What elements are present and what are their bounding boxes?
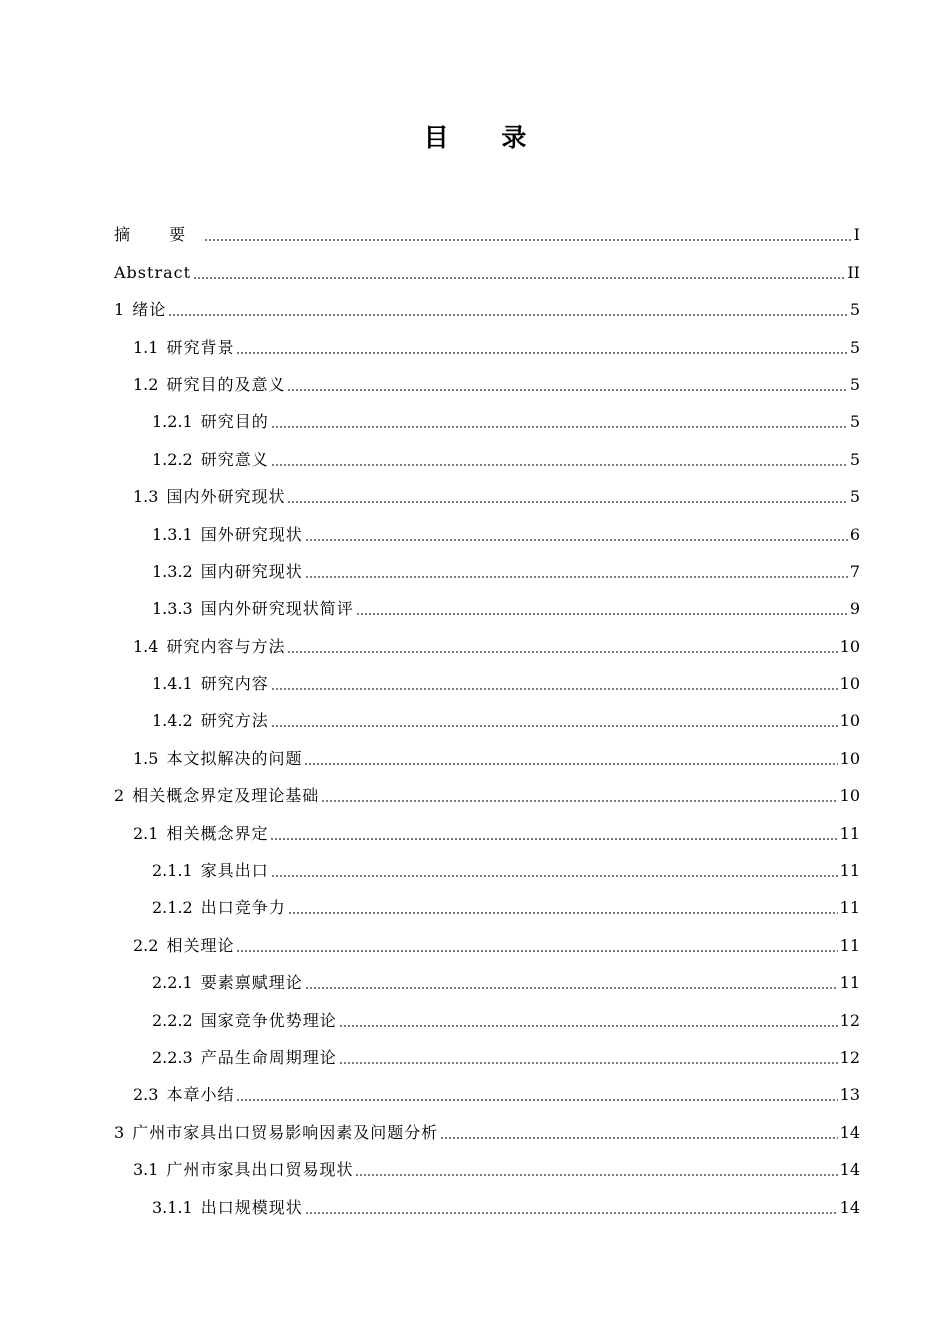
toc-entry-number: 1.3.2 <box>152 561 193 581</box>
toc-entry-row <box>114 300 950 320</box>
toc-entry[interactable] <box>0 550 950 587</box>
dot-leader <box>236 1099 837 1101</box>
toc-entry[interactable] <box>0 213 950 250</box>
toc-entry-label: 国内研究现状 <box>200 561 303 581</box>
toc-entry-row <box>152 861 950 881</box>
toc-entry-page-number: 12 <box>839 1047 860 1067</box>
toc-entry-number: 1.2 <box>133 374 159 394</box>
toc-entry[interactable] <box>0 250 950 287</box>
toc-entry-row <box>152 525 950 545</box>
toc-entry-label: 研究目的及意义 <box>166 374 286 394</box>
toc-entry-number: 1.3.1 <box>152 524 193 544</box>
toc-entry-number: 1 <box>114 300 125 320</box>
toc-entry-row <box>152 898 950 918</box>
toc-entry-page-number: 9 <box>849 599 860 619</box>
toc-entry-label: 相关概念界定及理论基础 <box>132 786 320 806</box>
toc-entry-label: 研究意义 <box>200 449 269 469</box>
toc-entry[interactable] <box>0 1148 950 1185</box>
toc-entry-page-number: 11 <box>839 823 860 843</box>
dot-leader <box>305 987 838 989</box>
toc-entry-row <box>114 1123 950 1143</box>
toc-entry-row <box>152 1048 950 1068</box>
toc-entry-label: 要素禀赋理论 <box>200 973 303 993</box>
toc-entry-number: 2.1.1 <box>152 861 193 881</box>
dot-leader <box>271 875 838 877</box>
toc-entry-label: 广州市家具出口贸易现状 <box>166 1160 354 1180</box>
toc-entry-page-number: 10 <box>839 636 860 656</box>
toc-entry-page-number: 10 <box>839 786 860 806</box>
toc-entry-label: 出口规模现状 <box>200 1197 303 1217</box>
toc-entry-page-number: 14 <box>839 1122 860 1142</box>
toc-entry-row <box>152 562 950 582</box>
toc-entry-row <box>133 749 950 769</box>
toc-entry-number: 2.2.1 <box>152 973 193 993</box>
dot-leader <box>271 464 848 466</box>
toc-entry-row <box>133 375 950 395</box>
toc-entry-number: 2 <box>114 786 125 806</box>
toc-entry-row <box>152 599 950 619</box>
toc-entry-page-number: 5 <box>849 337 860 357</box>
toc-entry-page-number: 5 <box>849 374 860 394</box>
toc-entry-number: 3.1 <box>133 1160 159 1180</box>
toc-entry-row <box>133 487 950 507</box>
toc-entry-label: 出口竞争力 <box>200 898 286 918</box>
toc-entry-number: 2.2.3 <box>152 1047 193 1067</box>
toc-entry-page-number: 11 <box>839 861 860 881</box>
toc-entry-number: 2.1.2 <box>152 898 193 918</box>
toc-entry-label: 本文拟解决的问题 <box>166 748 303 768</box>
dot-leader <box>355 1174 837 1176</box>
toc-entry-label: 国家竞争优势理论 <box>200 1010 337 1030</box>
dot-leader <box>305 539 848 541</box>
toc-entry-label: 本章小结 <box>166 1085 235 1105</box>
toc-entry-page-number: 14 <box>839 1197 860 1217</box>
toc-entry-row <box>133 824 950 844</box>
toc-entry-row <box>133 1160 950 1180</box>
toc-entry-page-number: 11 <box>839 898 860 918</box>
dot-leader <box>288 912 838 914</box>
toc-entry-number: 1.4.1 <box>152 674 193 694</box>
dot-leader <box>305 1212 838 1214</box>
toc-entry[interactable] <box>0 1185 950 1222</box>
dot-leader <box>236 352 847 354</box>
toc-entry-label: 研究背景 <box>166 337 235 357</box>
toc-entry-row <box>133 936 950 956</box>
toc-entry-label: 绪论 <box>132 300 167 320</box>
toc-entry-row <box>152 674 950 694</box>
toc-entry-row <box>114 263 950 283</box>
toc-entry-row <box>152 711 950 731</box>
toc-entry-page-number: 5 <box>849 487 860 507</box>
toc-entry[interactable] <box>0 512 950 549</box>
toc-entry-page-number: 6 <box>849 524 860 544</box>
toc-entry[interactable] <box>0 961 950 998</box>
toc-entry-label: 国外研究现状 <box>200 524 303 544</box>
toc-entry-number: 1.3.3 <box>152 599 193 619</box>
toc-entry-row <box>133 338 950 358</box>
toc-entry-number: 1.4.2 <box>152 711 193 731</box>
dot-leader <box>271 688 838 690</box>
dot-leader <box>339 1025 838 1027</box>
toc-entry-page-number: 14 <box>839 1160 860 1180</box>
toc-entry[interactable] <box>0 736 950 773</box>
toc-entry-page-number: 10 <box>839 674 860 694</box>
toc-entry-page-number: 10 <box>839 748 860 768</box>
toc-entry-number: 1.5 <box>133 748 159 768</box>
toc-entry-page-number: 5 <box>849 412 860 432</box>
toc-entry[interactable] <box>0 699 950 736</box>
toc-entry-row <box>133 1085 950 1105</box>
dot-leader <box>356 613 848 615</box>
dot-leader <box>304 763 837 765</box>
toc-entry-number: 1.2.1 <box>152 412 193 432</box>
toc-entry-row <box>152 412 950 432</box>
toc-entry[interactable] <box>0 886 950 923</box>
toc-entry[interactable] <box>0 624 950 661</box>
toc-entry-label: Abstract <box>114 262 192 282</box>
toc-entry[interactable] <box>0 923 950 960</box>
toc-entry-label: 广州市家具出口贸易影响因素及问题分析 <box>132 1122 439 1142</box>
dot-leader <box>287 651 837 653</box>
toc-entry-page-number: 12 <box>839 1010 860 1030</box>
toc-entry-page-number: 5 <box>849 300 860 320</box>
toc-entry-row <box>114 225 950 245</box>
dot-leader <box>287 501 847 503</box>
toc-entry-number: 2.1 <box>133 823 159 843</box>
toc-entry-label: 国内外研究现状简评 <box>200 599 354 619</box>
toc-entry-label: 家具出口 <box>200 861 269 881</box>
toc-entry-number: 2.2.2 <box>152 1010 193 1030</box>
toc-entry-page-number: II <box>847 262 860 282</box>
toc-entry-row <box>152 973 950 993</box>
toc-entry-page-number: I <box>853 225 860 245</box>
toc-entry-label: 产品生命周期理论 <box>200 1047 337 1067</box>
dot-leader <box>236 950 837 952</box>
dot-leader <box>321 800 837 802</box>
toc-entry-page-number: 11 <box>839 973 860 993</box>
toc-entry-number: 2.2 <box>133 935 159 955</box>
toc-entry-number: 1.3 <box>133 487 159 507</box>
page-title: 目 录 <box>423 123 549 152</box>
toc-entry[interactable] <box>0 998 950 1035</box>
toc-entry[interactable] <box>0 475 950 512</box>
toc-entry[interactable] <box>0 437 950 474</box>
toc-entry-page-number: 10 <box>839 711 860 731</box>
toc-entry[interactable] <box>0 400 950 437</box>
toc-entry-label: 研究方法 <box>200 711 269 731</box>
toc-entry-row <box>114 786 950 806</box>
toc-entry-page-number: 7 <box>849 561 860 581</box>
toc-entry-label: 国内外研究现状 <box>166 487 286 507</box>
dot-leader <box>287 389 847 391</box>
toc-entry[interactable] <box>0 325 950 362</box>
toc-entry-label: 相关理论 <box>166 935 235 955</box>
toc-entry-label: 摘 要 <box>114 225 203 245</box>
dot-leader <box>204 239 852 241</box>
toc-entry-row <box>152 1198 950 1218</box>
dot-leader <box>168 314 848 316</box>
toc-entry-number: 3.1.1 <box>152 1197 193 1217</box>
toc-entry[interactable] <box>0 587 950 624</box>
toc-entry-page-number: 5 <box>849 449 860 469</box>
toc-entry-row <box>133 637 950 657</box>
dot-leader <box>440 1137 837 1139</box>
toc-entry-number: 1.4 <box>133 636 159 656</box>
toc-entry-label: 研究内容 <box>200 674 269 694</box>
toc-entry-number: 1.1 <box>133 337 159 357</box>
dot-leader <box>271 725 838 727</box>
dot-leader <box>193 277 845 279</box>
dot-leader <box>271 426 848 428</box>
dot-leader <box>339 1062 838 1064</box>
toc-entry[interactable] <box>0 1073 950 1110</box>
toc-entry[interactable] <box>0 811 950 848</box>
toc-entry-label: 研究内容与方法 <box>166 636 286 656</box>
toc-entry-page-number: 11 <box>839 935 860 955</box>
dot-leader <box>305 576 848 578</box>
toc-entry[interactable] <box>0 1110 950 1147</box>
toc-entry[interactable] <box>0 849 950 886</box>
toc-entry[interactable] <box>0 774 950 811</box>
toc-entry[interactable] <box>0 662 950 699</box>
toc-entry-page-number: 13 <box>839 1085 860 1105</box>
toc-entry-number: 1.2.2 <box>152 449 193 469</box>
toc-list <box>0 213 950 1223</box>
toc-entry[interactable] <box>0 363 950 400</box>
dot-leader <box>270 838 837 840</box>
toc-entry-row <box>152 450 950 470</box>
toc-entry-number: 2.3 <box>133 1085 159 1105</box>
toc-entry[interactable] <box>0 1036 950 1073</box>
toc-entry[interactable] <box>0 288 950 325</box>
toc-entry-number: 3 <box>114 1122 125 1142</box>
toc-entry-label: 研究目的 <box>200 412 269 432</box>
toc-entry-row <box>152 1011 950 1031</box>
toc-entry-label: 相关概念界定 <box>166 823 269 843</box>
